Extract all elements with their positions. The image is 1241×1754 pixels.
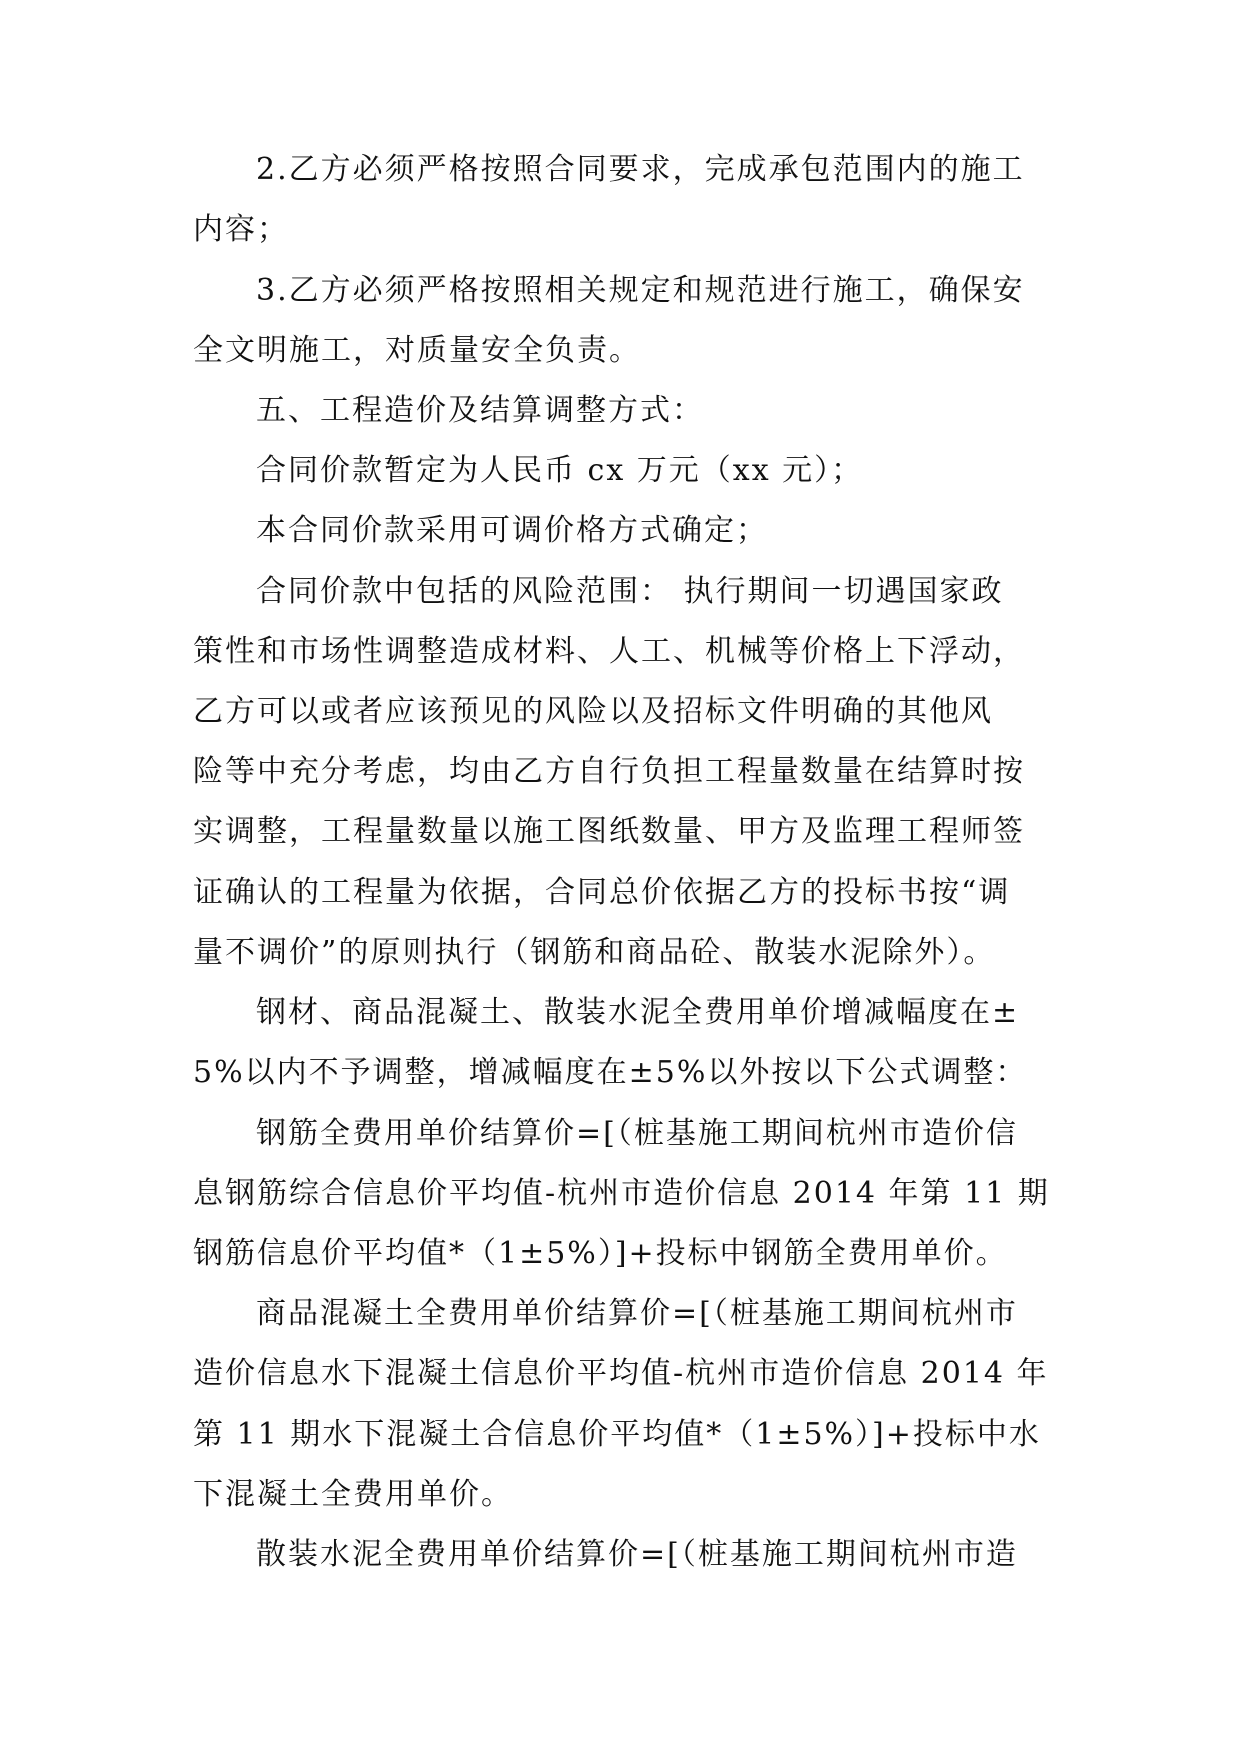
text-line-15: 钢材、商品混凝土、散装水泥全费用单价增减幅度在± <box>256 995 1020 1030</box>
text-line-19: 钢筋信息价平均值*（1±5%）]+投标中钢筋全费用单价。 <box>193 1236 1008 1271</box>
text-line-10: 乙方可以或者应该预见的风险以及招标文件明确的其他风 <box>193 694 993 729</box>
text-line-1: 2.乙方必须严格按照合同要求，完成承包范围内的施工 <box>256 152 1025 187</box>
text-line-3: 3.乙方必须严格按照相关规定和规范进行施工，确保安 <box>256 273 1025 308</box>
text-line-18: 息钢筋综合信息价平均值-杭州市造价信息 2014 年第 11 期 <box>193 1176 1050 1211</box>
text-line-6: 合同价款暂定为人民币 cx 万元（xx 元）； <box>256 453 864 488</box>
text-line-9: 策性和市场性调整造成材料、人工、机械等价格上下浮动， <box>193 634 1025 669</box>
text-line-21: 造价信息水下混凝土信息价平均值-杭州市造价信息 2014 年 <box>193 1356 1049 1391</box>
text-line-12: 实调整，工程量数量以施工图纸数量、甲方及监理工程师签 <box>193 814 1025 849</box>
text-line-13: 证确认的工程量为依据，合同总价依据乙方的投标书按“调 <box>193 875 1011 910</box>
text-line-2: 内容； <box>193 212 289 247</box>
text-line-14: 量不调价”的原则执行（钢筋和商品砼、散装水泥除外）。 <box>193 935 996 970</box>
text-line-17: 钢筋全费用单价结算价=[（桩基施工期间杭州市造价信 <box>256 1116 1018 1151</box>
text-line-20: 商品混凝土全费用单价结算价=[（桩基施工期间杭州市 <box>256 1296 1018 1331</box>
text-line-4: 全文明施工，对质量安全负责。 <box>193 333 641 368</box>
text-line-16: 5%以内不予调整，增减幅度在±5%以外按以下公式调整： <box>193 1055 1028 1090</box>
text-line-11: 险等中充分考虑，均由乙方自行负担工程量数量在结算时按 <box>193 754 1025 789</box>
text-line-24: 散装水泥全费用单价结算价=[（桩基施工期间杭州市造 <box>256 1537 1018 1572</box>
text-line-5: 五、工程造价及结算调整方式： <box>256 393 704 428</box>
text-line-22: 第 11 期水下混凝土合信息价平均值*（1±5%）]+投标中水 <box>193 1417 1041 1452</box>
text-line-8: 合同价款中包括的风险范围： 执行期间一切遇国家政 <box>256 574 1004 609</box>
text-line-7: 本合同价款采用可调价格方式确定； <box>256 513 768 548</box>
text-line-23: 下混凝土全费用单价。 <box>193 1477 513 1512</box>
